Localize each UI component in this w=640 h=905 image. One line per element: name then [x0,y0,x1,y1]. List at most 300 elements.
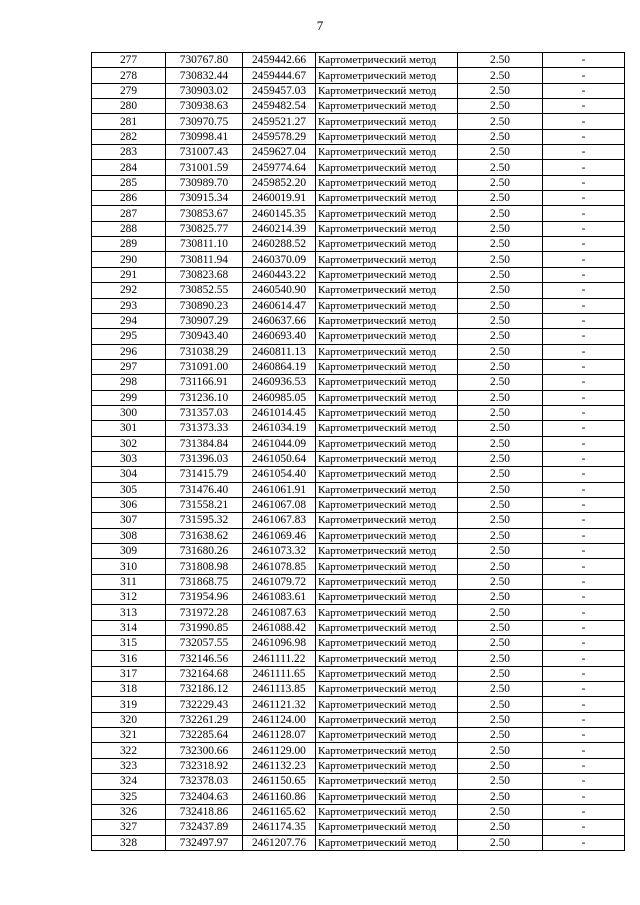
accuracy-cell: 2.50 [458,344,543,359]
x-coordinate-cell: 731972.28 [166,605,243,620]
x-coordinate-cell: 732146.56 [166,651,243,666]
description-cell: - [543,283,625,298]
point-number-cell: 315 [92,636,166,651]
method-cell: Картометрический метод [316,789,458,804]
table-row [92,313,625,328]
y-coordinate-cell: 2461088.42 [243,620,316,635]
point-number-cell: 299 [92,390,166,405]
point-number-cell: 293 [92,298,166,313]
table-row [92,436,625,451]
table-row [92,697,625,712]
method-cell: Картометрический метод [316,743,458,758]
description-cell: - [543,467,625,482]
y-coordinate-cell: 2461034.19 [243,421,316,436]
description-cell: - [543,145,625,160]
accuracy-cell: 2.50 [458,359,543,374]
accuracy-cell: 2.50 [458,544,543,559]
table-row [92,237,625,252]
method-cell: Картометрический метод [316,206,458,221]
y-coordinate-cell: 2461129.00 [243,743,316,758]
table-row [92,682,625,697]
accuracy-cell: 2.50 [458,68,543,83]
table-row [92,482,625,497]
accuracy-cell: 2.50 [458,175,543,190]
y-coordinate-cell: 2461087.63 [243,605,316,620]
method-cell: Картометрический метод [316,605,458,620]
accuracy-cell: 2.50 [458,99,543,114]
point-number-cell: 284 [92,160,166,175]
table-row [92,774,625,789]
method-cell: Картометрический метод [316,758,458,773]
x-coordinate-cell: 731954.96 [166,590,243,605]
accuracy-cell: 2.50 [458,206,543,221]
accuracy-cell: 2.50 [458,758,543,773]
accuracy-cell: 2.50 [458,298,543,313]
y-coordinate-cell: 2460145.35 [243,206,316,221]
method-cell: Картометрический метод [316,774,458,789]
table-row [92,53,625,68]
x-coordinate-cell: 732285.64 [166,728,243,743]
accuracy-cell: 2.50 [458,451,543,466]
description-cell: - [543,605,625,620]
point-number-cell: 286 [92,191,166,206]
description-cell: - [543,175,625,190]
description-cell: - [543,206,625,221]
description-cell: - [543,405,625,420]
x-coordinate-cell: 731091.00 [166,359,243,374]
point-number-cell: 303 [92,451,166,466]
y-coordinate-cell: 2461111.65 [243,666,316,681]
x-coordinate-cell: 731476.40 [166,482,243,497]
method-cell: Картометрический метод [316,820,458,835]
y-coordinate-cell: 2461067.08 [243,497,316,512]
accuracy-cell: 2.50 [458,283,543,298]
method-cell: Картометрический метод [316,559,458,574]
accuracy-cell: 2.50 [458,252,543,267]
point-number-cell: 319 [92,697,166,712]
table-row [92,114,625,129]
table-row [92,129,625,144]
method-cell: Картометрический метод [316,329,458,344]
accuracy-cell: 2.50 [458,513,543,528]
y-coordinate-cell: 2460019.91 [243,191,316,206]
description-cell: - [543,68,625,83]
point-number-cell: 323 [92,758,166,773]
description-cell: - [543,329,625,344]
point-number-cell: 324 [92,774,166,789]
accuracy-cell: 2.50 [458,528,543,543]
accuracy-cell: 2.50 [458,114,543,129]
x-coordinate-cell: 730767.80 [166,53,243,68]
point-number-cell: 327 [92,820,166,835]
y-coordinate-cell: 2461150.65 [243,774,316,789]
y-coordinate-cell: 2460637.66 [243,313,316,328]
y-coordinate-cell: 2461128.07 [243,728,316,743]
accuracy-cell: 2.50 [458,835,543,850]
y-coordinate-cell: 2459442.66 [243,53,316,68]
y-coordinate-cell: 2459578.29 [243,129,316,144]
table-row [92,390,625,405]
x-coordinate-cell: 732229.43 [166,697,243,712]
description-cell: - [543,712,625,727]
point-number-cell: 328 [92,835,166,850]
point-number-cell: 316 [92,651,166,666]
method-cell: Картометрический метод [316,712,458,727]
description-cell: - [543,375,625,390]
table-row [92,513,625,528]
x-coordinate-cell: 731638.62 [166,528,243,543]
x-coordinate-cell: 731373.33 [166,421,243,436]
x-coordinate-cell: 732186.12 [166,682,243,697]
point-number-cell: 283 [92,145,166,160]
point-number-cell: 314 [92,620,166,635]
description-cell: - [543,421,625,436]
x-coordinate-cell: 730915.34 [166,191,243,206]
accuracy-cell: 2.50 [458,682,543,697]
description-cell: - [543,53,625,68]
y-coordinate-cell: 2460864.19 [243,359,316,374]
accuracy-cell: 2.50 [458,129,543,144]
accuracy-cell: 2.50 [458,267,543,282]
x-coordinate-cell: 730825.77 [166,221,243,236]
accuracy-cell: 2.50 [458,467,543,482]
point-number-cell: 309 [92,544,166,559]
table-row [92,160,625,175]
accuracy-cell: 2.50 [458,497,543,512]
x-coordinate-cell: 732261.29 [166,712,243,727]
y-coordinate-cell: 2460693.40 [243,329,316,344]
y-coordinate-cell: 2461078.85 [243,559,316,574]
description-cell: - [543,436,625,451]
y-coordinate-cell: 2461124.00 [243,712,316,727]
accuracy-cell: 2.50 [458,160,543,175]
x-coordinate-cell: 730998.41 [166,129,243,144]
method-cell: Картометрический метод [316,666,458,681]
x-coordinate-cell: 730823.68 [166,267,243,282]
description-cell: - [543,620,625,635]
method-cell: Картометрический метод [316,267,458,282]
point-number-cell: 318 [92,682,166,697]
y-coordinate-cell: 2460985.05 [243,390,316,405]
table-row [92,206,625,221]
x-coordinate-cell: 731384.84 [166,436,243,451]
point-number-cell: 282 [92,129,166,144]
accuracy-cell: 2.50 [458,313,543,328]
point-number-cell: 307 [92,513,166,528]
description-cell: - [543,559,625,574]
x-coordinate-cell: 732437.89 [166,820,243,835]
table-row [92,804,625,819]
y-coordinate-cell: 2460214.39 [243,221,316,236]
x-coordinate-cell: 731558.21 [166,497,243,512]
accuracy-cell: 2.50 [458,651,543,666]
y-coordinate-cell: 2460540.90 [243,283,316,298]
accuracy-cell: 2.50 [458,666,543,681]
point-number-cell: 296 [92,344,166,359]
table-row [92,283,625,298]
accuracy-cell: 2.50 [458,620,543,635]
table-row [92,267,625,282]
y-coordinate-cell: 2461096.98 [243,636,316,651]
point-number-cell: 290 [92,252,166,267]
point-number-cell: 279 [92,83,166,98]
point-number-cell: 301 [92,421,166,436]
x-coordinate-cell: 732497.97 [166,835,243,850]
table-row [92,375,625,390]
table-row [92,221,625,236]
x-coordinate-cell: 731680.26 [166,544,243,559]
point-number-cell: 294 [92,313,166,328]
method-cell: Картометрический метод [316,129,458,144]
point-number-cell: 297 [92,359,166,374]
x-coordinate-cell: 731415.79 [166,467,243,482]
x-coordinate-cell: 730943.40 [166,329,243,344]
point-number-cell: 285 [92,175,166,190]
point-number-cell: 292 [92,283,166,298]
x-coordinate-cell: 731001.59 [166,160,243,175]
description-cell: - [543,544,625,559]
method-cell: Картометрический метод [316,697,458,712]
table-row [92,99,625,114]
accuracy-cell: 2.50 [458,574,543,589]
description-cell: - [543,83,625,98]
method-cell: Картометрический метод [316,590,458,605]
table-row [92,574,625,589]
point-number-cell: 300 [92,405,166,420]
description-cell: - [543,390,625,405]
point-number-cell: 291 [92,267,166,282]
table-row [92,451,625,466]
method-cell: Картометрический метод [316,405,458,420]
table-row [92,421,625,436]
method-cell: Картометрический метод [316,344,458,359]
y-coordinate-cell: 2460288.52 [243,237,316,252]
x-coordinate-cell: 730907.29 [166,313,243,328]
description-cell: - [543,513,625,528]
description-cell: - [543,221,625,236]
accuracy-cell: 2.50 [458,83,543,98]
accuracy-cell: 2.50 [458,191,543,206]
description-cell: - [543,651,625,666]
y-coordinate-cell: 2459457.03 [243,83,316,98]
point-number-cell: 281 [92,114,166,129]
table-row [92,559,625,574]
accuracy-cell: 2.50 [458,436,543,451]
y-coordinate-cell: 2461083.61 [243,590,316,605]
y-coordinate-cell: 2459482.54 [243,99,316,114]
method-cell: Картометрический метод [316,53,458,68]
y-coordinate-cell: 2459444.67 [243,68,316,83]
y-coordinate-cell: 2460614.47 [243,298,316,313]
method-cell: Картометрический метод [316,175,458,190]
coordinates-table-body [92,53,625,851]
table-row [92,636,625,651]
method-cell: Картометрический метод [316,574,458,589]
y-coordinate-cell: 2461121.32 [243,697,316,712]
method-cell: Картометрический метод [316,114,458,129]
accuracy-cell: 2.50 [458,789,543,804]
table-row [92,789,625,804]
y-coordinate-cell: 2461014.45 [243,405,316,420]
table-row [92,191,625,206]
x-coordinate-cell: 730832.44 [166,68,243,83]
table-row [92,743,625,758]
description-cell: - [543,191,625,206]
description-cell: - [543,820,625,835]
y-coordinate-cell: 2459627.04 [243,145,316,160]
point-number-cell: 278 [92,68,166,83]
description-cell: - [543,528,625,543]
accuracy-cell: 2.50 [458,636,543,651]
method-cell: Картометрический метод [316,682,458,697]
description-cell: - [543,497,625,512]
method-cell: Картометрический метод [316,237,458,252]
point-number-cell: 320 [92,712,166,727]
x-coordinate-cell: 731166.91 [166,375,243,390]
point-number-cell: 305 [92,482,166,497]
table-row [92,820,625,835]
point-number-cell: 310 [92,559,166,574]
description-cell: - [543,774,625,789]
x-coordinate-cell: 732057.55 [166,636,243,651]
x-coordinate-cell: 730811.94 [166,252,243,267]
x-coordinate-cell: 731868.75 [166,574,243,589]
x-coordinate-cell: 730903.02 [166,83,243,98]
description-cell: - [543,697,625,712]
x-coordinate-cell: 730811.10 [166,237,243,252]
method-cell: Картометрический метод [316,298,458,313]
y-coordinate-cell: 2461165.62 [243,804,316,819]
description-cell: - [543,743,625,758]
table-row [92,497,625,512]
point-number-cell: 288 [92,221,166,236]
accuracy-cell: 2.50 [458,697,543,712]
y-coordinate-cell: 2461160.86 [243,789,316,804]
x-coordinate-cell: 731990.85 [166,620,243,635]
table-row [92,605,625,620]
y-coordinate-cell: 2459774.64 [243,160,316,175]
y-coordinate-cell: 2460370.09 [243,252,316,267]
page-number: 7 [316,18,324,33]
accuracy-cell: 2.50 [458,728,543,743]
y-coordinate-cell: 2461069.46 [243,528,316,543]
point-number-cell: 326 [92,804,166,819]
accuracy-cell: 2.50 [458,390,543,405]
method-cell: Картометрический метод [316,421,458,436]
x-coordinate-cell: 730938.63 [166,99,243,114]
x-coordinate-cell: 730852.55 [166,283,243,298]
point-number-cell: 302 [92,436,166,451]
description-cell: - [543,313,625,328]
y-coordinate-cell: 2461067.83 [243,513,316,528]
y-coordinate-cell: 2460443.22 [243,267,316,282]
description-cell: - [543,129,625,144]
y-coordinate-cell: 2459521.27 [243,114,316,129]
point-number-cell: 277 [92,53,166,68]
table-row [92,651,625,666]
method-cell: Картометрический метод [316,283,458,298]
accuracy-cell: 2.50 [458,221,543,236]
method-cell: Картометрический метод [316,99,458,114]
method-cell: Картометрический метод [316,451,458,466]
accuracy-cell: 2.50 [458,375,543,390]
accuracy-cell: 2.50 [458,53,543,68]
table-row [92,758,625,773]
method-cell: Картометрический метод [316,636,458,651]
method-cell: Картометрический метод [316,83,458,98]
point-number-cell: 295 [92,329,166,344]
method-cell: Картометрический метод [316,544,458,559]
description-cell: - [543,451,625,466]
x-coordinate-cell: 730853.67 [166,206,243,221]
method-cell: Картометрический метод [316,145,458,160]
coordinates-table [91,52,625,851]
point-number-cell: 313 [92,605,166,620]
table-row [92,68,625,83]
table-row [92,145,625,160]
x-coordinate-cell: 731236.10 [166,390,243,405]
method-cell: Картометрический метод [316,191,458,206]
point-number-cell: 325 [92,789,166,804]
y-coordinate-cell: 2461174.35 [243,820,316,835]
table-row [92,252,625,267]
x-coordinate-cell: 731808.98 [166,559,243,574]
x-coordinate-cell: 732164.68 [166,666,243,681]
accuracy-cell: 2.50 [458,712,543,727]
method-cell: Картометрический метод [316,467,458,482]
point-number-cell: 322 [92,743,166,758]
accuracy-cell: 2.50 [458,804,543,819]
description-cell: - [543,114,625,129]
x-coordinate-cell: 731396.03 [166,451,243,466]
method-cell: Картометрический метод [316,804,458,819]
y-coordinate-cell: 2460811.13 [243,344,316,359]
accuracy-cell: 2.50 [458,237,543,252]
point-number-cell: 304 [92,467,166,482]
point-number-cell: 298 [92,375,166,390]
x-coordinate-cell: 730989.70 [166,175,243,190]
point-number-cell: 289 [92,237,166,252]
table-row [92,528,625,543]
table-row [92,329,625,344]
method-cell: Картометрический метод [316,513,458,528]
accuracy-cell: 2.50 [458,405,543,420]
method-cell: Картометрический метод [316,252,458,267]
description-cell: - [543,252,625,267]
accuracy-cell: 2.50 [458,590,543,605]
description-cell: - [543,99,625,114]
description-cell: - [543,666,625,681]
x-coordinate-cell: 732300.66 [166,743,243,758]
table-row [92,544,625,559]
y-coordinate-cell: 2461079.72 [243,574,316,589]
y-coordinate-cell: 2461054.40 [243,467,316,482]
description-cell: - [543,160,625,175]
table-row [92,344,625,359]
method-cell: Картометрический метод [316,359,458,374]
point-number-cell: 287 [92,206,166,221]
point-number-cell: 312 [92,590,166,605]
description-cell: - [543,359,625,374]
y-coordinate-cell: 2461113.85 [243,682,316,697]
method-cell: Картометрический метод [316,221,458,236]
description-cell: - [543,636,625,651]
point-number-cell: 280 [92,99,166,114]
table-row [92,175,625,190]
x-coordinate-cell: 731357.03 [166,405,243,420]
y-coordinate-cell: 2461111.22 [243,651,316,666]
description-cell: - [543,758,625,773]
